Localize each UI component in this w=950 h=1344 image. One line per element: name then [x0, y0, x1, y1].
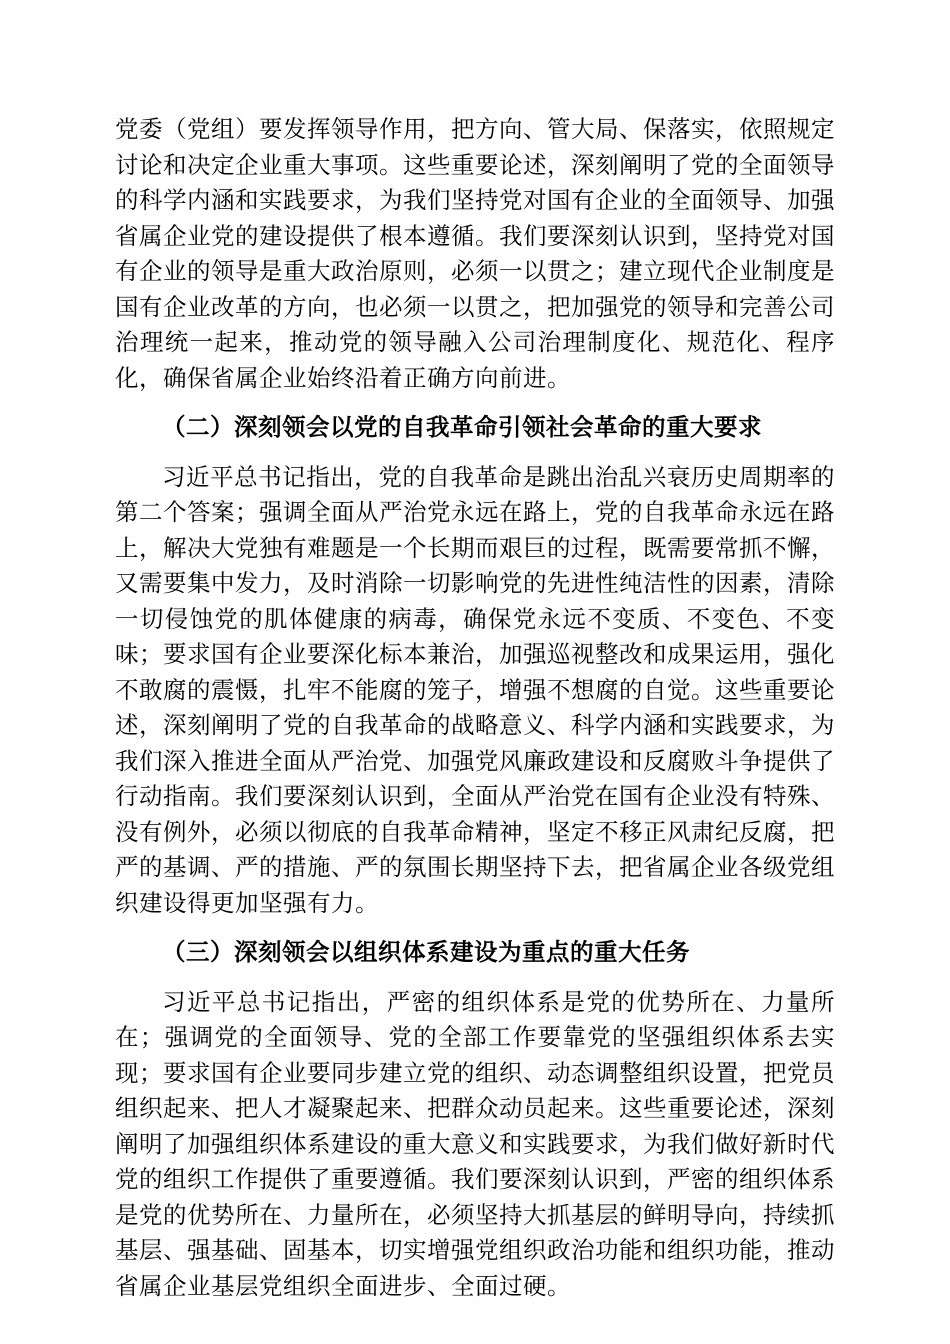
- section-heading: （三）深刻领会以组织体系建设为重点的重大任务: [162, 938, 690, 966]
- document-page: [115, 112, 835, 1304]
- body-paragraph: 党委（党组）要发挥领导作用，把方向、管大局、保落实，依照规定讨论和决定企业重大事项。这些重要论述，深刻阐明了党的全面领导的科学内涵和实践要求，为我们坚持党对国有企业的全面领导、加强省属企业党的建设提供了根本遵循。我们要深刻认识到，坚持党对国有企业的领导是重大政治原则，必须一以贯之；建立现代企业制度是国有企业改革的方向，也必须一以贯之，把加强党的领导和完善公司治理统一起来，推动党的领导融入公司治理制度化、规范化、程序化，确保省属企业始终沿着正确方向前进。: [115, 115, 835, 392]
- section-heading: （二）深刻领会以党的自我革命引领社会革命的重大要求: [162, 413, 762, 441]
- body-paragraph: 习近平总书记指出，严密的组织体系是党的优势所在、力量所在；强调党的全面领导、党的全部工作要靠党的坚强组织体系去实现；要求国有企业要同步建立党的组织、动态调整组织设置，把党员组织起来、把人才凝聚起来、把群众动员起来。这些重要论述，深刻阐明了加强组织体系建设的重大意义和实践要求，为我们做好新时代党的组织工作提供了重要遵循。我们要深刻认识到，严密的组织体系是党的优势所在、力量所在，必须坚持大抓基层的鲜明导向，持续抓基层、强基础、固基本，切实增强党组织政治功能和组织功能，推动省属企业基层党组织全面进步、全面过硬。: [115, 987, 835, 1300]
- body-paragraph: 习近平总书记指出，党的自我革命是跳出治乱兴衰历史周期率的第二个答案；强调全面从严治党永远在路上，党的自我革命永远在路上，解决大党独有难题是一个长期而艰巨的过程，既需要常抓不懈，又需要集中发力，及时消除一切影响党的先进性纯洁性的因素，清除一切侵蚀党的肌体健康的病毒，确保党永远不变质、不变色、不变味；要求国有企业要深化标本兼治，加强巡视整改和成果运用，强化不敢腐的震慑，扎牢不能腐的笼子，增强不想腐的自觉。这些重要论述，深刻阐明了党的自我革命的战略意义、科学内涵和实践要求，为我们深入推进全面从严治党、加强党风廉政建设和反腐败斗争提供了行动指南。我们要深刻认识到，全面从严治党在国有企业没有特殊、没有例外，必须以彻底的自我革命精神，坚定不移正风肃纪反腐，把严的基调、严的措施、严的氛围长期坚持下去，把省属企业各级党组织建设得更加坚强有力。: [115, 462, 835, 917]
